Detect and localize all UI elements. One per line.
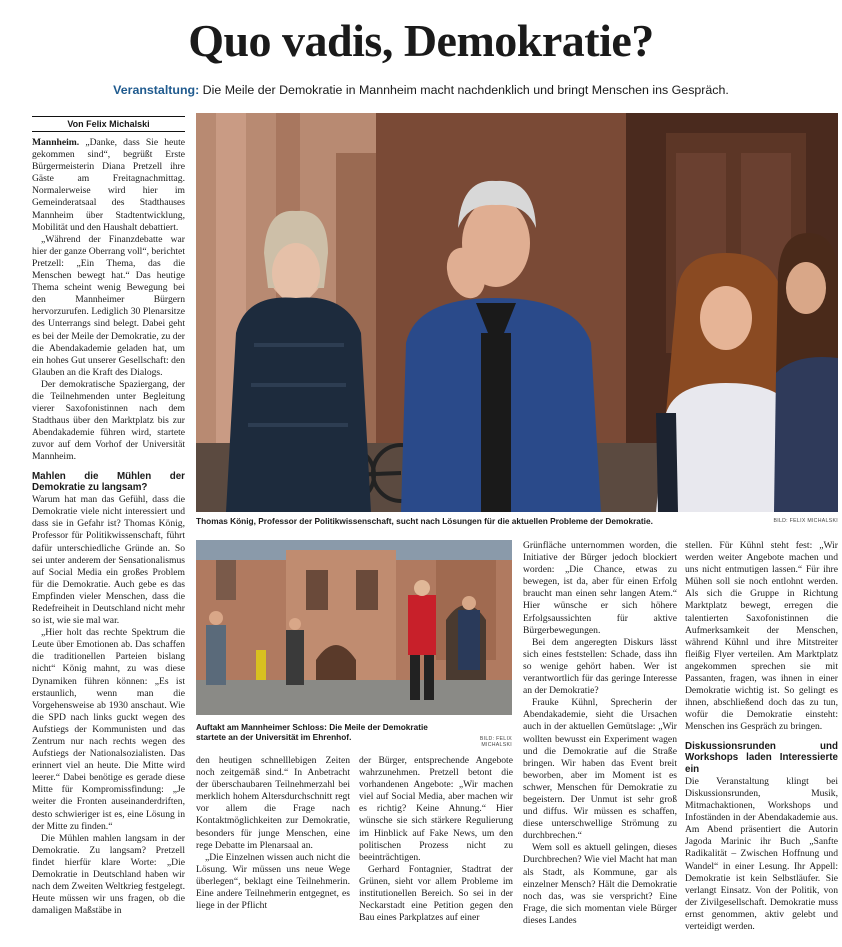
paragraph: Gerhard Fontagnier, Stadtrat der Grünen, sieht vor allem Probleme im institutionellen Bereich. So sei in der Neckarstadt eine Petition gegen den Bau eines Parkplatzes auf einer: [359, 863, 513, 924]
paragraph: Die Mühlen mahlen langsam in der Demokratie. Zu langsam? Pretzell findet hierfür klare Worte: „Die Demokratie in Deutschland haben wir nach dem Zweiten Weltkrieg festgelegt. Heute müssen wir uns fragen, ob die damaligen Maßstäbe in: [32, 832, 185, 917]
secondary-photo: [196, 540, 512, 715]
article-column-3-lower: [359, 755, 513, 924]
paragraph: Grünfläche unternommen worden, die Initiative der Bürger jedoch blockiert worden: „Die Chance, etwas zu bewegen, ist da, aber für einen Erfolg braucht man einen sehr langen Atem.“ Hier wünsche er sich höhere Erfolgsaussichten für aktive Bürgerbewegungen.: [523, 540, 677, 636]
kicker: [0, 83, 842, 98]
paragraph: Die Veranstaltung klingt bei Diskussionsrunden, Musik, Mitmachaktionen, Workshops und Infoständen in der Abendakademie aus. Am Abend präsentiert die Autorin Jagoda Marinic ihr Buch „Sanfte Radikalität – Zwischen Hoffnung und Wandel“ in einer Lesung. Ihr Appell: Demokratie ist kein Selbstläufer. Sie verlangt Einsatz. Von der Politik, von der Zivilgesellschaft. Demokratie muss ernst genommen, aktiv gelebt und verteidigt werden.: [685, 775, 838, 933]
paragraph: Frauke Kühnl, Sprecherin der Abendakademie, sieht die Ursachen auch in der aktuellen Gemütslage: „Wir wollten bewusst ein Experiment wagen und die Demokratie auf die Straße bringen. Wir haben das Event breit beworben, aber im Moment ist es schwer, Menschen für Demokratie zu begeistern. Der Unmut ist sehr groß und diffus. Wir müssen es schaffen, diese unterschwellige Strömung zu durchbrechen.“: [523, 697, 677, 842]
article-column-2: [196, 755, 350, 912]
paragraph: Bei dem angeregten Diskurs lässt sich eines feststellen: Schade, dass ihn so wenige gehört haben. Wer ist verantwortlich für das geringe Interesse an der Demokratie?: [523, 636, 677, 697]
paragraph: Mannheim. „Danke, dass Sie heute gekommen sind“, begrüßt Erste Bürgermeisterin Diana Pretzell ihre Gäste am Freitagnachmittag. Normalerweise wird hier im Gemeinderatsaal des Stadthauses Mannheim über Stadtentwicklung, Mobilität und den Haushalt debattiert.: [32, 137, 185, 233]
paragraph: Der demokratische Spaziergang, der die Teilnehmenden unter Begleitung vierer Saxofonistinnen nach dem Stadthaus über den Marktplatz bis zur Abendakademie führen wird, startete zuvor auf dem Vorhof der Universität Mannheim.: [32, 378, 185, 463]
kicker-text: Die Meile der Demokratie in Mannheim macht nachdenklich und bringt Menschen ins Gespräch.: [199, 83, 729, 97]
paragraph: „Hier holt das rechte Spektrum die Leute über Emotionen ab. Das schaffen die traditionellen Parteien bislang nicht“ König mahnt, zu was diese Dynamiken führen können: „Es ist erstaunlich, wenn man die Vorgehensweise ab 1930 anschaut. Wie die SPD nach links guckt wegen des Aufstiegs der Kommunisten und das Zentrum nur nach rechts wegen des Aufstiegs der Nationalsozialisten. Das erinnert viel an heute. Die Mitte wird leerer.“ Dabei benötige es gerade diese Mitte für Kompromissfindung: „Je weiter die Fronten auseinanderdriften, desto schwieriger ist es, eine Lösung in der Mitte zu finden.“: [32, 627, 185, 832]
photo-scene: [196, 113, 838, 512]
secondary-photo-credit: BILD: FELIX MICHALSKI: [479, 736, 512, 748]
byline: Von Felix Michalski: [32, 116, 185, 132]
subheading: Diskussionsrunden und Workshops laden Interessierte ein: [685, 740, 838, 776]
headline: Quo vadis, Demokratie?: [188, 15, 654, 66]
main-photo: [196, 113, 838, 512]
paragraph: den heutigen schnelllebigen Zeiten noch zeitgemäß sind.“ In Anbetracht der überschaubaren Teilnehmerzahl bei merklich hohem Altersdurchschnitt regt vor allem die Frage nach Kontaktmöglichkeiten zur Demokratie, besonders für junge Menschen, eine rege Debatte im Plenarsaal an.: [196, 755, 350, 851]
subheading: Mahlen die Mühlen der Demokratie zu langsam?: [32, 470, 185, 494]
photo-scene-small: [196, 540, 512, 715]
article-column-1: [32, 137, 185, 917]
paragraph: der Bürger, entsprechende Angebote wahrzunehmen. Pretzell betont die vorhandenen Angebote: „Wir machen viel auf Social Media, aber machen wir es richtig? Keine Ahnung.“ Hier wünsche sie sich stärkere Regulierung im Hinblick auf Fake News, um den politischen Prozess nicht zu beeinträchtigen.: [359, 755, 513, 863]
paragraph: Warum hat man das Gefühl, dass die Demokratie viele nicht interessiert und dass sie in Gefahr ist? Thomas König, Professor für Politikwissenschaft, führt dafür unterschiedliche Gründe an. So sei unter anderem der Sensationalismus auf Social Media ein großes Problem für die Demokratie. Auch gebe es das Empfinden vieler Menschen, dass die Redefreiheit in Deutschland nicht mehr so ist, wie sie mal war.: [32, 494, 185, 627]
main-photo-credit: BILD: FELIX MICHALSKI: [773, 518, 838, 524]
article-column-5: [685, 540, 838, 933]
paragraph: „Während der Finanzdebatte war hier der ganze Oberrang voll“, berichtet Pretzell: „Ein Thema, das die Menschen bewegt hat.“ Das heutige Thema scheint wenig Bewegung bei den Mannheimer Bürgern hervorzurufen. Lediglich 30 Plenarsitze des Unterrangs sind belegt. Dabei geht es bei der Meile der Demokratie, zu der die Abendakademie geladen hat, um ein hohes Gut unserer Gesellschaft: den Glauben an die Kraft des Dialogs.: [32, 233, 185, 378]
paragraph: stellen. Für Kühnl steht fest: „Wir werden weiter Angebote machen und uns nicht entmutigen lassen.“ Für ihre Mühen soll sie noch entlohnt werden. Als sich die Gruppe in Richtung Marktplatz bewegt, erregen die talentierten Saxofonistinnen die Aufmerksamkeit der Menschen, während Kühnl und ihre Mitstreiter fleißig Flyer verteilen. Am Marktplatz angekommen sprechen sie mit Passanten, fragen, was ihnen in einer Demokratie wichtig ist. So gelingt es ihnen, abschließend doch das zu tun, wofür die Demokratie einsteht: Menschen ins Gespräch zu bringen.: [685, 540, 838, 733]
dateline: Mannheim.: [32, 137, 80, 148]
secondary-photo-caption: Auftakt am Mannheimer Schloss: Die Meile der Demokratie startete an der Universität im Ehrenhof.: [196, 722, 428, 742]
paragraph: „Die Einzelnen wissen auch nicht die Lösung. Wir müssen uns neue Wege überlegen“, beklagt eine Teilnehmerin. Eine andere Teilnehmerin entgegnet, es liege in der Pflicht: [196, 851, 350, 912]
article-column-4: [523, 540, 677, 927]
main-photo-caption: Thomas König, Professor der Politikwissenschaft, sucht nach Lösungen für die aktuellen Probleme der Demokratie.: [196, 516, 653, 526]
paragraph: Wem soll es aktuell gelingen, dieses Durchbrechen? Wie viel Macht hat man als Stadt, als Kommune, gar als einzelner Mensch? Hält die Demokratie noch das, was sie verspricht? Eine Frage, die sich momentan viele Bürger dieses Landes: [523, 842, 677, 926]
kicker-label: Veranstaltung:: [113, 83, 200, 97]
